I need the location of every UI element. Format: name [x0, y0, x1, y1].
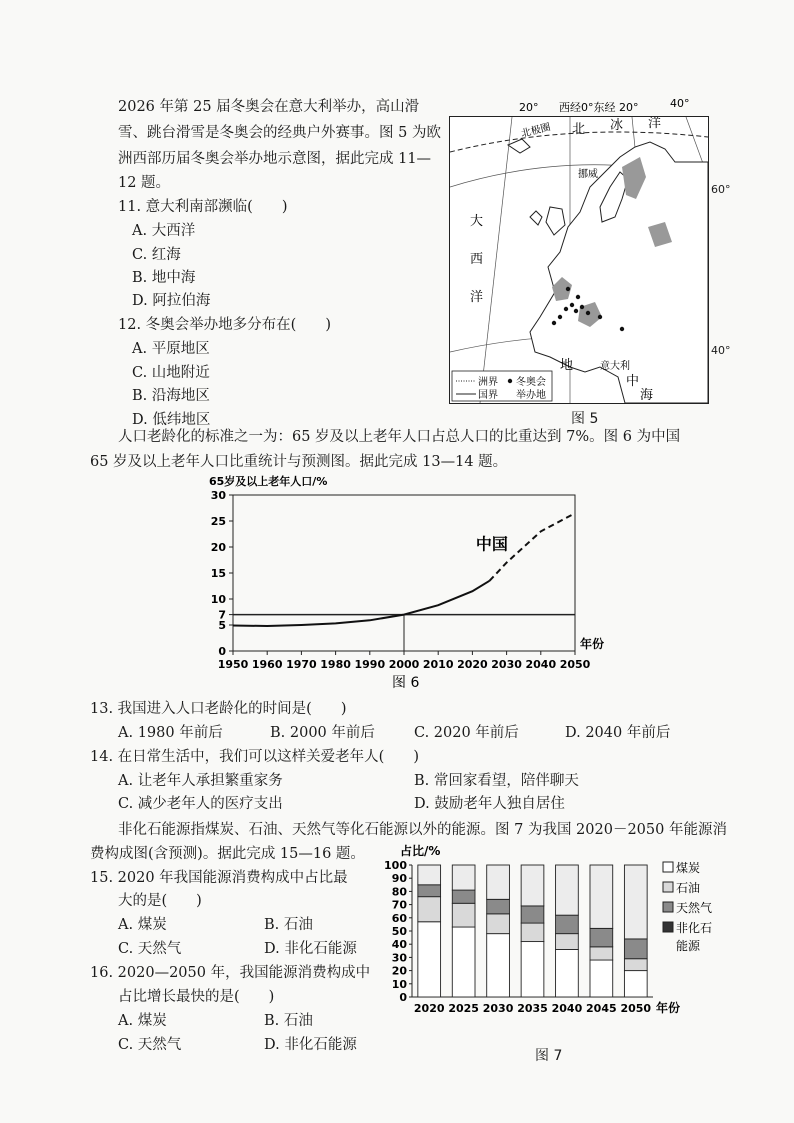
chart7-ytick-label: 30 [391, 951, 407, 965]
chart7-bar-segment [624, 865, 647, 939]
chart7-ytick-label: 0 [399, 991, 407, 1004]
intro1-line2: 雪、跳台滑雪是冬奥会的经典户外赛事。图 5 为欧 [118, 125, 441, 141]
chart7-bar-segment [487, 865, 510, 899]
q16-option-d[interactable]: D. 非化石能源 [264, 1037, 357, 1053]
ocean-label-yang2: 洋 [470, 290, 484, 305]
q14-stem: 14. 在日常生活中，我们可以这样关爱老年人( ) [90, 749, 419, 765]
chart7-ytick-label: 50 [391, 925, 407, 938]
q14-option-b[interactable]: B. 常回家看望，陪伴聊天 [414, 773, 579, 789]
ocean-label-bing: 冰 [610, 118, 624, 133]
q11-stem: 11. 意大利南部濒临( ) [118, 199, 288, 215]
chart6-xtick-label: 2000 [388, 658, 420, 671]
chart6-xtick-label: 2040 [525, 658, 557, 671]
map-label-e20: 20° [619, 101, 639, 114]
q16-option-c[interactable]: C. 天然气 [118, 1037, 182, 1053]
chart7-ytick-label: 70 [391, 898, 407, 912]
chart6-ytick-label: 0 [218, 645, 226, 658]
figure6-chart [195, 470, 625, 695]
ocean-label-bei: 北 [572, 122, 586, 137]
q15-option-a[interactable]: A. 煤炭 [118, 917, 167, 933]
q13-option-b[interactable]: B. 2000 年前后 [270, 725, 375, 741]
q11-option-c[interactable]: C. 红海 [132, 247, 181, 263]
q14-option-d[interactable]: D. 鼓励老年人独自居住 [414, 796, 565, 812]
chart7-bar-segment [521, 906, 544, 923]
chart7-xtick-label: 2035 [517, 1002, 548, 1015]
chart7-ytick-label: 90 [391, 872, 407, 886]
chart7-xtick-label: 2025 [448, 1002, 479, 1015]
chart7-legend-label: 能源 [676, 939, 701, 953]
q13-option-a[interactable]: A. 1980 年前后 [118, 725, 223, 741]
intro1-line4: 12 题。 [118, 175, 171, 191]
map-label-lat40: 40° [711, 344, 731, 357]
q14-option-a[interactable]: A. 让老年人承担繁重家务 [118, 773, 283, 789]
figure7-caption: 图 7 [535, 1048, 563, 1064]
chart7-bar-segment [418, 865, 441, 885]
intro1-line1: 2026 年第 25 届冬奥会在意大利举办，高山滑 [118, 99, 420, 115]
chart7-bar-segment [452, 890, 475, 903]
chart6-xtick-label: 1950 [217, 658, 249, 671]
q15-option-d[interactable]: D. 非化石能源 [264, 941, 357, 957]
chart7-bar-segment [590, 865, 613, 928]
chart7-xtick-label: 2020 [413, 1002, 445, 1015]
chart7-xtick-label: 2045 [586, 1002, 617, 1015]
q16-stem-line1: 16. 2020—2050 年，我国能源消费构成中 [90, 965, 371, 981]
country-label-italy: 意大利 [600, 361, 630, 372]
q13-option-d[interactable]: D. 2040 年前后 [565, 725, 671, 741]
chart7-bar-segment [452, 903, 475, 927]
chart7-xtick-label: 2050 [620, 1002, 652, 1015]
chart7-bar-segment [521, 942, 544, 997]
chart7-xlabel: 年份 [656, 1001, 681, 1015]
chart6-series-line-observed [233, 581, 490, 626]
intro2-line1: 人口老龄化的标准之一为：65 岁及以上老年人口占总人口的比重达到 7%。图 6 为中国 [118, 429, 681, 445]
sea-label-hai: 海 [640, 388, 654, 403]
chart7-legend-swatch [663, 902, 673, 912]
chart7-bar-segment [521, 923, 544, 941]
chart6-ytick-label: 10 [210, 593, 226, 606]
chart7-ytick-label: 100 [384, 859, 407, 872]
europe-map [449, 116, 709, 404]
legend-host: 冬奥会 [516, 377, 546, 388]
chart7-bar-segment [521, 865, 544, 906]
q11-option-b[interactable]: B. 地中海 [132, 270, 196, 286]
chart7-ylabel: 占比/% [400, 844, 441, 858]
chart7-ytick-label: 10 [391, 977, 407, 991]
figure7-chart [378, 840, 718, 1045]
chart7-ytick-label: 80 [391, 885, 407, 899]
chart6-ytick-label: 5 [218, 619, 226, 632]
intro2-line2: 65 岁及以上老年人口比重统计与预测图。据此完成 13—14 题。 [90, 454, 508, 470]
chart7-bar-segment [452, 865, 475, 890]
chart6-xtick-label: 1970 [286, 658, 317, 671]
q13-stem: 13. 我国进入人口老龄化的时间是( ) [90, 701, 347, 717]
chart7-bar-segment [590, 928, 613, 946]
ocean-label-xi: 西 [470, 252, 484, 267]
chart7-bar-segment [452, 927, 475, 997]
chart7-bar-segment [556, 915, 579, 933]
q16-option-b[interactable]: B. 石油 [264, 1013, 313, 1029]
intro3-line2: 费构成图(含预测)。据此完成 15—16 题。 [90, 846, 365, 862]
q12-stem: 12. 冬奥会举办地多分布在( ) [118, 317, 331, 333]
chart6-ytick-label: 7 [218, 608, 226, 622]
map-drawing [450, 117, 708, 403]
chart6-xtick-label: 1990 [354, 658, 386, 671]
map-label-lat60: 60° [711, 183, 731, 196]
chart7-bar-segment [590, 947, 613, 960]
chart7-bar-segment [556, 949, 579, 997]
legend-host2: 举办地 [516, 390, 546, 401]
chart7-bar-segment [487, 914, 510, 934]
q16-stem-line2: 占比增长最快的是( ) [118, 989, 275, 1005]
ocean-label-yang: 洋 [648, 117, 662, 131]
q11-option-a[interactable]: A. 大西洋 [132, 223, 196, 239]
sea-label-zhong: 中 [626, 374, 640, 389]
chart6-xtick-label: 1960 [251, 658, 283, 671]
chart7-bar-segment [624, 939, 647, 959]
map-legend [452, 371, 552, 401]
chart6-ytick-label: 25 [210, 515, 226, 528]
chart6-xtick-label: 1980 [320, 658, 351, 671]
map-top-labels [449, 97, 739, 117]
chart7-legend-label: 石油 [676, 881, 701, 895]
chart7-bar-segment [418, 922, 441, 997]
chart6-xlabel: 年份 [580, 637, 605, 651]
q15-option-c[interactable]: C. 天然气 [118, 941, 182, 957]
chart6-ytick-label: 15 [210, 567, 226, 580]
figure6-caption: 图 6 [392, 675, 420, 691]
chart7-legend-label: 天然气 [676, 901, 713, 915]
chart6-ytick-label: 30 [210, 489, 226, 502]
q15-stem-line1: 15. 2020 年我国能源消费构成中占比最 [90, 870, 348, 886]
chart7-bar-segment [418, 897, 441, 922]
q12-option-c[interactable]: C. 山地附近 [132, 365, 210, 381]
map-label-meridian: 西经0°东经 [559, 101, 616, 114]
chart7-ytick-label: 20 [391, 964, 407, 978]
q12-option-b[interactable]: B. 沿海地区 [132, 388, 210, 404]
chart7-bar-segment [590, 960, 613, 997]
legend-national-border: 国界 [478, 390, 498, 401]
figure5-caption: 图 5 [571, 411, 599, 427]
q16-option-a[interactable]: A. 煤炭 [118, 1013, 167, 1029]
chart6-xtick-label: 2030 [491, 658, 522, 671]
ocean-label-da: 大 [470, 214, 484, 229]
chart6-series-label: 中国 [475, 534, 508, 554]
chart7-bar-segment [556, 934, 579, 950]
chart7-legend-swatch [663, 882, 673, 892]
chart7-bar-segment [624, 959, 647, 971]
chart7-legend-label: 煤炭 [676, 861, 701, 875]
q15-option-b[interactable]: B. 石油 [264, 917, 313, 933]
country-label-norway: 挪威 [578, 169, 598, 180]
chart7-bar-segment [418, 885, 441, 897]
sea-label-di: 地 [560, 358, 574, 373]
chart7-bar-segment [624, 971, 647, 997]
chart6-xtick-label: 2010 [422, 658, 454, 671]
map-label-e40: 40° [670, 97, 690, 110]
chart7-xtick-label: 2030 [482, 1002, 514, 1015]
arctic-circle-label: 北极圈 [520, 121, 552, 140]
map-label-w20: 20° [519, 101, 539, 114]
chart7-ytick-label: 60 [391, 911, 407, 925]
chart7-ytick-label: 40 [391, 938, 407, 952]
chart7-xtick-label: 2040 [551, 1002, 583, 1015]
q11-option-d[interactable]: D. 阿拉伯海 [132, 293, 211, 309]
chart7-bar-segment [556, 865, 579, 915]
q14-option-c[interactable]: C. 减少老年人的医疗支出 [118, 796, 283, 812]
chart6-xtick-label: 2020 [457, 658, 488, 671]
chart7-legend-swatch [663, 862, 673, 872]
intro1-line3: 洲西部历届冬奥会举办地示意图，据此完成 11— [118, 151, 432, 167]
legend-continent-border: 洲界 [478, 377, 498, 388]
chart7-bar-segment [487, 899, 510, 914]
chart7-legend-swatch [663, 922, 673, 932]
intro3-line1: 非化石能源指煤炭、石油、天然气等化石能源以外的能源。图 7 为我国 2020－2050 年能源消 [118, 822, 727, 838]
chart7-legend-label: 非化石 [676, 921, 713, 935]
chart6-ytick-label: 20 [210, 541, 226, 554]
q15-stem-line2: 大的是( ) [118, 893, 202, 909]
chart7-bar-segment [487, 934, 510, 997]
q13-option-c[interactable]: C. 2020 年前后 [414, 725, 519, 741]
q12-option-a[interactable]: A. 平原地区 [132, 341, 210, 357]
chart6-ylabel: 65岁及以上老年人口/% [209, 475, 328, 488]
q12-option-d[interactable]: D. 低纬地区 [132, 412, 211, 428]
chart6-xtick-label: 2050 [559, 658, 591, 671]
